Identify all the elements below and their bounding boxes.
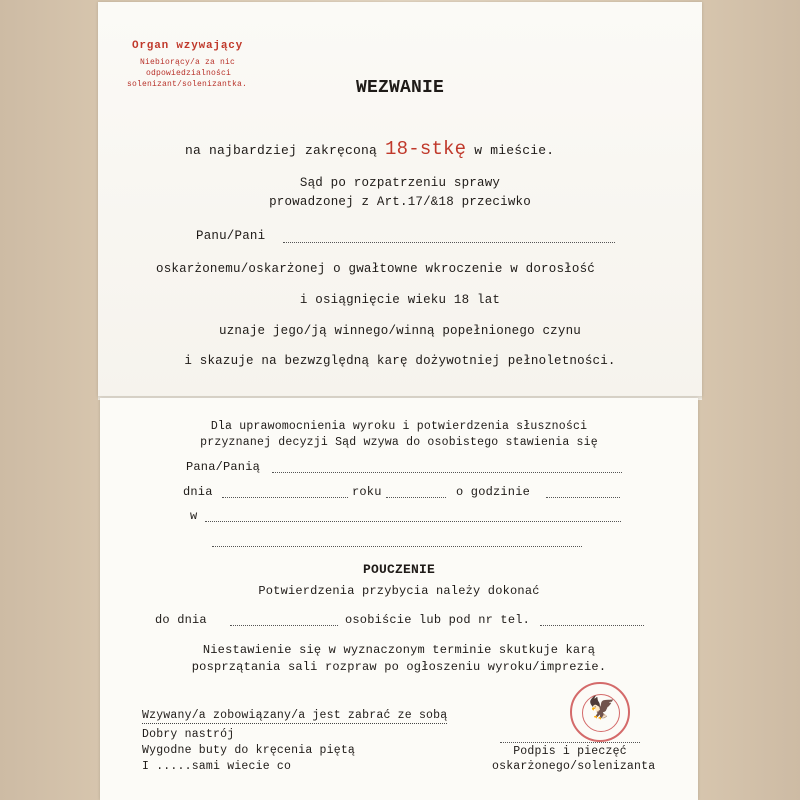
bring-item-2: Wygodne buty do kręcenia piętą [142,744,356,757]
godzina-label: o godzinie [456,485,531,499]
organ-line2: odpowiedzialności [146,69,232,78]
organ-line1: Niebiorący/a za nic [140,58,236,67]
court-line-2: prowadzonej z Art.17/&18 przeciwko [269,195,531,209]
sign-line-2: oskarżonego/solenizanta [492,760,656,773]
time-blank [546,497,620,498]
summon-line-1: Dla uprawomocnienia wyroku i potwierdzenia słuszności [210,420,588,433]
w-label: w [190,509,198,523]
pana-label: Pana/Panią [186,460,261,474]
accused-line: oskarżonemu/oskarżonej o gwałtowne wkroczenie w dorosłość [156,262,595,276]
organ-line3: solenizant/solenizantka. [127,80,248,89]
bring-title-text: Wzywany/a zobowiązany/a jest zabrać ze sobą [142,709,448,722]
name-blank [283,242,615,243]
intro-line [185,138,554,160]
dnia-label: dnia [183,485,213,499]
bring-title [142,709,447,722]
osobiscie-label: osobiście lub pod nr tel. [345,613,531,627]
phone-blank [540,625,644,626]
roku-label: roku [352,485,382,499]
pouczenie-heading: POUCZENIE [362,562,435,577]
summon-line-2: przyznanej decyzji Sąd wzywa do osobistego stawienia się [200,436,598,449]
deadline-blank [230,625,338,626]
official-seal-icon [570,682,630,742]
warning-line-1: Niestawienie się w wyznaczonym terminie skutkuje karą [202,643,596,657]
age-line: i osiągnięcie wieku 18 lat [299,293,501,307]
sentence-line: i skazuje na bezwzględną karę dożywotniej pełnoletności. [184,354,616,368]
year-blank [386,497,446,498]
bring-item-1: Dobry nastrój [142,728,235,741]
organ-title: Organ wzywający [132,40,244,52]
court-line-1: Sąd po rozpatrzeniu sprawy [299,176,501,190]
signature-blank [500,742,640,743]
guilty-line: uznaje jego/ją winnego/winną popełnionego czynu [219,324,581,338]
do-dnia-label: do dnia [155,613,207,627]
place-blank-2 [212,546,582,547]
heading: WEZWANIE [355,78,444,98]
sign-line-1: Podpis i pieczęć [513,745,627,758]
intro-after: w mieście. [474,143,555,158]
confirm-line: Potwierdzenia przybycia należy dokonać [258,584,540,598]
panu-label: Panu/Pani [196,229,266,243]
date-blank [222,497,348,498]
warning-line-2: posprzątania sali rozpraw po ogłoszeniu wyroku/imprezie. [191,660,607,674]
intro-before: na najbardziej zakręconą [185,143,378,158]
eagle-icon: 🦅 [588,697,616,722]
place-blank [205,521,621,522]
pana-blank [272,472,622,473]
bring-item-3: I .....sami wiecie co [142,760,292,773]
intro-highlight: 18-stkę [385,138,467,160]
